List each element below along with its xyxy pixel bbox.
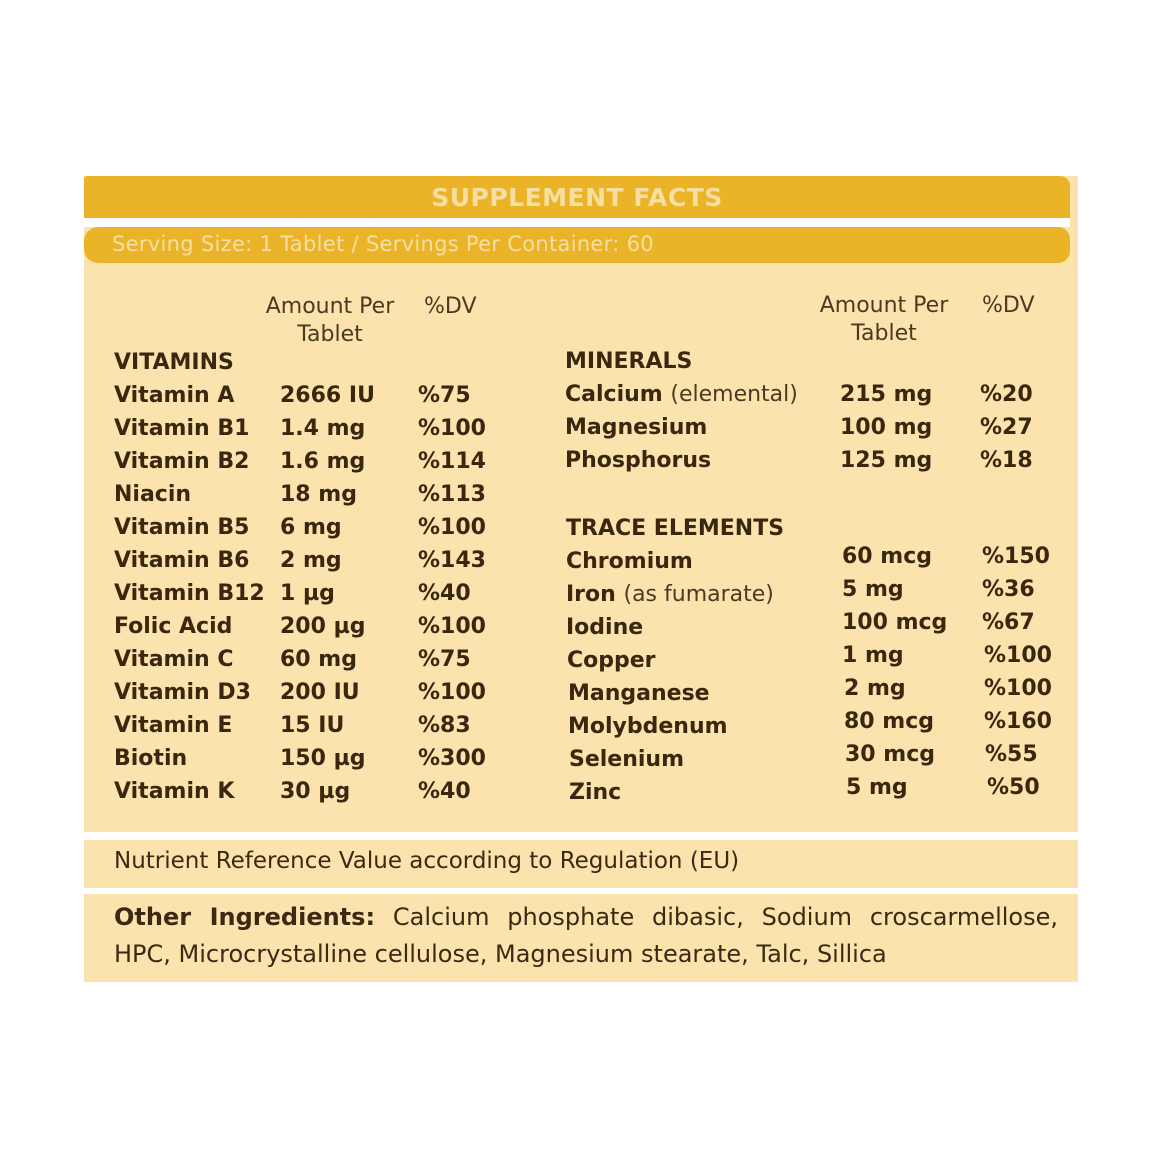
mineral-dv: %20 xyxy=(980,382,1033,407)
ingredients-label: Other Ingredients: xyxy=(114,903,376,931)
vitamin-amount: 1 µg xyxy=(280,581,335,606)
divider xyxy=(84,832,1078,840)
amount-header-left xyxy=(260,293,400,349)
vitamin-dv: %75 xyxy=(418,647,471,672)
vitamin-name: Biotin xyxy=(114,746,188,771)
mineral-note: (elemental) xyxy=(670,382,798,407)
vitamin-name: Vitamin K xyxy=(114,779,235,804)
vitamin-amount: 150 µg xyxy=(280,746,366,771)
trace-label: Selenium xyxy=(569,747,685,772)
mineral-dv: %27 xyxy=(980,415,1033,440)
minerals-heading: MINERALS xyxy=(565,349,693,374)
amount-header-line1: Amount Per xyxy=(819,293,949,318)
dv-header-left: %DV xyxy=(424,294,477,319)
amount-header-line2: Tablet xyxy=(851,321,917,346)
nrv-note: Nutrient Reference Value according to Regulation (EU) xyxy=(114,848,740,874)
trace-dv: %36 xyxy=(982,577,1035,602)
divider xyxy=(84,888,1078,894)
mineral-label: Phosphorus xyxy=(565,448,712,473)
vitamin-dv: %40 xyxy=(418,779,471,804)
trace-dv: %100 xyxy=(984,676,1052,701)
trace-amount: 5 mg xyxy=(842,577,904,602)
vitamin-dv: %40 xyxy=(418,581,471,606)
vitamin-name: Vitamin E xyxy=(114,713,233,738)
trace-elements-heading: TRACE ELEMENTS xyxy=(566,516,785,541)
vitamin-amount: 6 mg xyxy=(280,515,342,540)
vitamin-dv: %75 xyxy=(418,383,471,408)
amount-header-line2: Tablet xyxy=(297,322,363,347)
vitamin-name: Vitamin B12 xyxy=(114,581,265,606)
vitamin-name: Vitamin B2 xyxy=(114,449,250,474)
trace-dv: %160 xyxy=(984,709,1052,734)
mineral-amount: 125 mg xyxy=(840,448,933,473)
trace-name xyxy=(566,581,774,609)
amount-header-right xyxy=(814,292,954,348)
dv-header-right: %DV xyxy=(982,293,1035,318)
trace-name xyxy=(569,779,621,807)
trace-name xyxy=(568,680,710,708)
amount-header-line1: Amount Per xyxy=(265,294,395,319)
trace-amount: 100 mcg xyxy=(842,610,948,635)
supplement-facts-label xyxy=(84,176,1078,982)
trace-dv: %55 xyxy=(985,742,1038,767)
vitamin-dv: %100 xyxy=(418,614,486,639)
vitamin-dv: %113 xyxy=(418,482,486,507)
ingredients-text: Calcium phosphate dibasic, Sodium croscarmellose, HPC, Microcrystalline cellulose, Magnesium stearate, Talc, Sillica xyxy=(114,903,1058,968)
vitamin-name: Vitamin B1 xyxy=(114,416,250,441)
title-bar xyxy=(84,176,1070,218)
vitamin-name: Niacin xyxy=(114,482,192,507)
vitamin-amount: 1.4 mg xyxy=(280,416,366,441)
vitamin-amount: 60 mg xyxy=(280,647,357,672)
vitamin-dv: %114 xyxy=(418,449,486,474)
mineral-amount: 100 mg xyxy=(840,415,933,440)
trace-name xyxy=(567,647,656,675)
trace-label: Zinc xyxy=(569,780,622,805)
vitamin-amount: 200 µg xyxy=(280,614,366,639)
trace-name xyxy=(566,614,643,642)
trace-dv: %67 xyxy=(982,610,1035,635)
trace-amount: 30 mcg xyxy=(845,742,935,767)
vitamin-dv: %143 xyxy=(418,548,486,573)
vitamin-name: Vitamin A xyxy=(114,383,235,408)
trace-label: Iron xyxy=(566,582,616,607)
vitamin-dv: %83 xyxy=(418,713,471,738)
vitamin-amount: 2 mg xyxy=(280,548,342,573)
serving-bar xyxy=(84,227,1070,263)
vitamin-amount: 15 IU xyxy=(280,713,345,738)
trace-name xyxy=(569,746,684,774)
vitamin-name: Vitamin C xyxy=(114,647,234,672)
mineral-name xyxy=(565,447,711,475)
other-ingredients xyxy=(114,899,1058,973)
vitamin-name: Vitamin B6 xyxy=(114,548,250,573)
trace-amount: 5 mg xyxy=(846,775,908,800)
mineral-label: Magnesium xyxy=(565,415,708,440)
mineral-name xyxy=(565,381,798,409)
divider xyxy=(84,218,1070,227)
vitamins-heading: VITAMINS xyxy=(114,350,234,375)
trace-amount: 2 mg xyxy=(844,676,906,701)
vitamin-amount: 18 mg xyxy=(280,482,357,507)
trace-label: Molybdenum xyxy=(568,714,728,739)
trace-amount: 80 mcg xyxy=(844,709,934,734)
trace-amount: 1 mg xyxy=(842,643,904,668)
trace-note: (as fumarate) xyxy=(623,582,774,607)
trace-dv: %100 xyxy=(984,643,1052,668)
panel-title: SUPPLEMENT FACTS xyxy=(431,182,723,212)
serving-size: Serving Size: 1 Tablet / Servings Per Container: 60 xyxy=(112,232,654,256)
vitamin-dv: %100 xyxy=(418,416,486,441)
trace-dv: %150 xyxy=(982,544,1050,569)
trace-label: Iodine xyxy=(566,615,644,640)
mineral-dv: %18 xyxy=(980,448,1033,473)
vitamin-name: Vitamin D3 xyxy=(114,680,251,705)
vitamin-amount: 2666 IU xyxy=(280,383,375,408)
trace-dv: %50 xyxy=(987,775,1040,800)
vitamin-amount: 1.6 mg xyxy=(280,449,366,474)
trace-label: Manganese xyxy=(568,681,710,706)
vitamin-dv: %100 xyxy=(418,680,486,705)
trace-label: Copper xyxy=(567,648,656,673)
vitamin-dv: %100 xyxy=(418,515,486,540)
vitamin-name: Vitamin B5 xyxy=(114,515,250,540)
vitamin-dv: %300 xyxy=(418,746,486,771)
vitamin-name: Folic Acid xyxy=(114,614,233,639)
vitamin-amount: 30 µg xyxy=(280,779,351,804)
trace-amount: 60 mcg xyxy=(842,544,932,569)
trace-name xyxy=(566,548,693,576)
trace-name xyxy=(568,713,728,741)
mineral-name xyxy=(565,414,707,442)
vitamin-amount: 200 IU xyxy=(280,680,360,705)
trace-label: Chromium xyxy=(566,549,693,574)
mineral-label: Calcium xyxy=(565,382,663,407)
mineral-amount: 215 mg xyxy=(840,382,933,407)
